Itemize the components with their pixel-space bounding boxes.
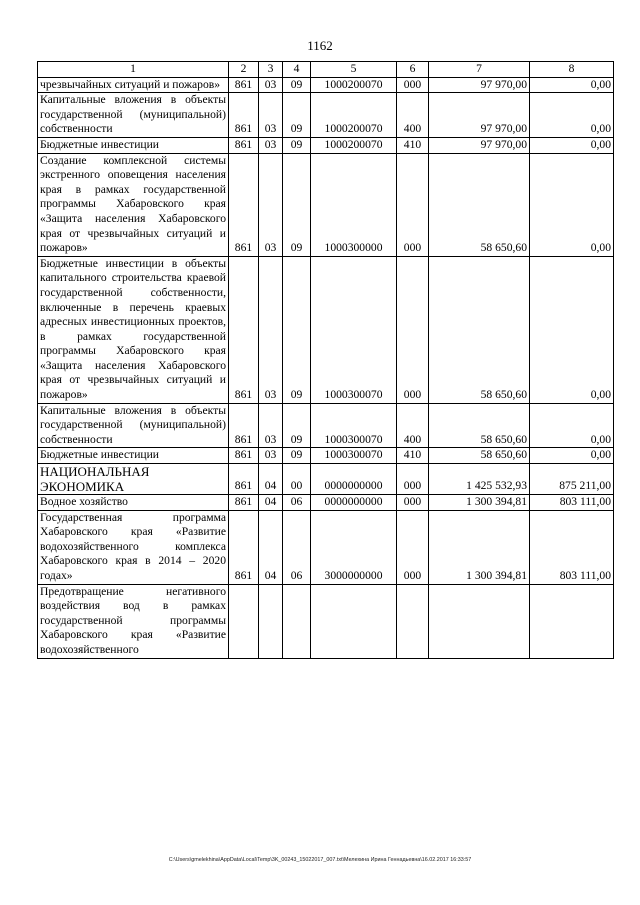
cell-vr: 410	[397, 448, 429, 464]
cell-sum-1: 97 970,00	[429, 77, 530, 93]
col-header: 6	[397, 62, 429, 78]
cell-sum-1: 58 650,60	[429, 153, 530, 256]
col-header: 4	[283, 62, 311, 78]
cell-pr: 09	[283, 77, 311, 93]
table-row	[38, 584, 614, 658]
cell-pr: 09	[283, 256, 311, 403]
cell-sum-2: 0,00	[530, 256, 614, 403]
table-row	[38, 464, 614, 495]
cell-sum-1: 58 650,60	[429, 256, 530, 403]
cell-vr: 000	[397, 464, 429, 495]
cell-vr: 000	[397, 153, 429, 256]
cell-sum-2: 803 111,00	[530, 510, 614, 584]
col-header: 1	[38, 62, 229, 78]
cell-vr	[397, 584, 429, 658]
cell-gl: 861	[229, 403, 259, 448]
cell-rz: 04	[259, 495, 283, 511]
table-row	[38, 403, 614, 448]
cell-rz	[259, 584, 283, 658]
cell-pr: 09	[283, 93, 311, 138]
cell-gl	[229, 584, 259, 658]
table-row	[38, 93, 614, 138]
row-name: Бюджетные инвестиции	[38, 137, 229, 153]
cell-sum-2: 0,00	[530, 77, 614, 93]
file-path-footer: C:\Users\gmelekhina\AppData\Local\Temp\3K_00243_15022017_007.txt\Мелехина Ирина Геннадьевна\16.02.2017 16:33:57	[168, 857, 472, 863]
cell-pr: 09	[283, 153, 311, 256]
cell-rz: 03	[259, 153, 283, 256]
cell-csr: 1000300070	[311, 448, 397, 464]
cell-pr: 06	[283, 510, 311, 584]
table-row	[38, 448, 614, 464]
cell-sum-1: 97 970,00	[429, 93, 530, 138]
row-name: Бюджетные инвестиции	[38, 448, 229, 464]
cell-csr: 0000000000	[311, 464, 397, 495]
cell-rz: 04	[259, 464, 283, 495]
cell-gl: 861	[229, 256, 259, 403]
cell-sum-1: 58 650,60	[429, 448, 530, 464]
row-name: Предотвращение негативного воздействия вод в рамках государственной программы Хабаровского края «Развитие водохозяйственного	[38, 584, 229, 658]
cell-gl: 861	[229, 153, 259, 256]
table-row	[38, 256, 614, 403]
cell-sum-2: 803 111,00	[530, 495, 614, 511]
cell-pr: 09	[283, 448, 311, 464]
cell-vr: 000	[397, 510, 429, 584]
table-row	[38, 137, 614, 153]
cell-sum-1	[429, 584, 530, 658]
row-name: Бюджетные инвестиции в объекты капитального строительства краевой государственной собственности, включенные в перечень краевых адресных инвестиционных проектов, в рамках государственной программы Хабаровского края «Защита населения Хабаровского края от чрезвычайных ситуаций и пожаров»	[38, 256, 229, 403]
row-name: чрезвычайных ситуаций и пожаров»	[38, 77, 229, 93]
cell-pr: 00	[283, 464, 311, 495]
cell-sum-2: 0,00	[530, 448, 614, 464]
cell-csr: 1000200070	[311, 77, 397, 93]
cell-csr: 1000300070	[311, 256, 397, 403]
cell-csr: 1000300070	[311, 403, 397, 448]
cell-vr: 000	[397, 495, 429, 511]
table-row	[38, 510, 614, 584]
col-header: 2	[229, 62, 259, 78]
col-header: 3	[259, 62, 283, 78]
cell-rz: 03	[259, 256, 283, 403]
cell-gl: 861	[229, 93, 259, 138]
cell-rz: 03	[259, 403, 283, 448]
cell-rz: 03	[259, 137, 283, 153]
cell-rz: 04	[259, 510, 283, 584]
table-row	[38, 77, 614, 93]
cell-vr: 400	[397, 403, 429, 448]
cell-sum-1: 1 300 394,81	[429, 510, 530, 584]
cell-csr: 3000000000	[311, 510, 397, 584]
col-header: 5	[311, 62, 397, 78]
row-name: Создание комплексной системы экстренного оповещения населения края в рамках государственной программы Хабаровского края «Защита населения Хабаровского края от чрезвычайных ситуаций и пожаров»	[38, 153, 229, 256]
cell-sum-2: 875 211,00	[530, 464, 614, 495]
cell-vr: 000	[397, 77, 429, 93]
cell-gl: 861	[229, 510, 259, 584]
row-name: Водное хозяйство	[38, 495, 229, 511]
cell-csr: 1000200070	[311, 137, 397, 153]
row-name: Капитальные вложения в объекты государственной (муниципальной) собственности	[38, 93, 229, 138]
cell-csr	[311, 584, 397, 658]
cell-rz: 03	[259, 93, 283, 138]
cell-pr: 09	[283, 403, 311, 448]
cell-sum-2: 0,00	[530, 93, 614, 138]
cell-rz: 03	[259, 448, 283, 464]
cell-sum-2: 0,00	[530, 137, 614, 153]
cell-csr: 1000300000	[311, 153, 397, 256]
budget-table	[37, 61, 614, 659]
cell-rz: 03	[259, 77, 283, 93]
page-number: 1162	[307, 38, 333, 53]
cell-sum-1: 97 970,00	[429, 137, 530, 153]
cell-pr: 09	[283, 137, 311, 153]
table-row	[38, 495, 614, 511]
row-name: Капитальные вложения в объекты государственной (муниципальной) собственности	[38, 403, 229, 448]
cell-csr: 1000200070	[311, 93, 397, 138]
cell-csr: 0000000000	[311, 495, 397, 511]
col-header: 8	[530, 62, 614, 78]
cell-vr: 410	[397, 137, 429, 153]
cell-gl: 861	[229, 495, 259, 511]
cell-vr: 400	[397, 93, 429, 138]
cell-sum-2: 0,00	[530, 153, 614, 256]
cell-gl: 861	[229, 137, 259, 153]
cell-sum-1: 58 650,60	[429, 403, 530, 448]
cell-sum-1: 1 425 532,93	[429, 464, 530, 495]
table-row	[38, 153, 614, 256]
cell-pr: 06	[283, 495, 311, 511]
cell-sum-2	[530, 584, 614, 658]
row-name: НАЦИОНАЛЬНАЯ ЭКОНОМИКА	[38, 464, 229, 495]
row-name: Государственная программа Хабаровского края «Развитие водохозяйственного комплекса Хабаровского края в 2014 – 2020 годах»	[38, 510, 229, 584]
cell-gl: 861	[229, 448, 259, 464]
cell-vr: 000	[397, 256, 429, 403]
header-row	[38, 62, 614, 78]
cell-sum-1: 1 300 394,81	[429, 495, 530, 511]
cell-sum-2: 0,00	[530, 403, 614, 448]
col-header: 7	[429, 62, 530, 78]
cell-gl: 861	[229, 77, 259, 93]
cell-gl: 861	[229, 464, 259, 495]
cell-pr	[283, 584, 311, 658]
